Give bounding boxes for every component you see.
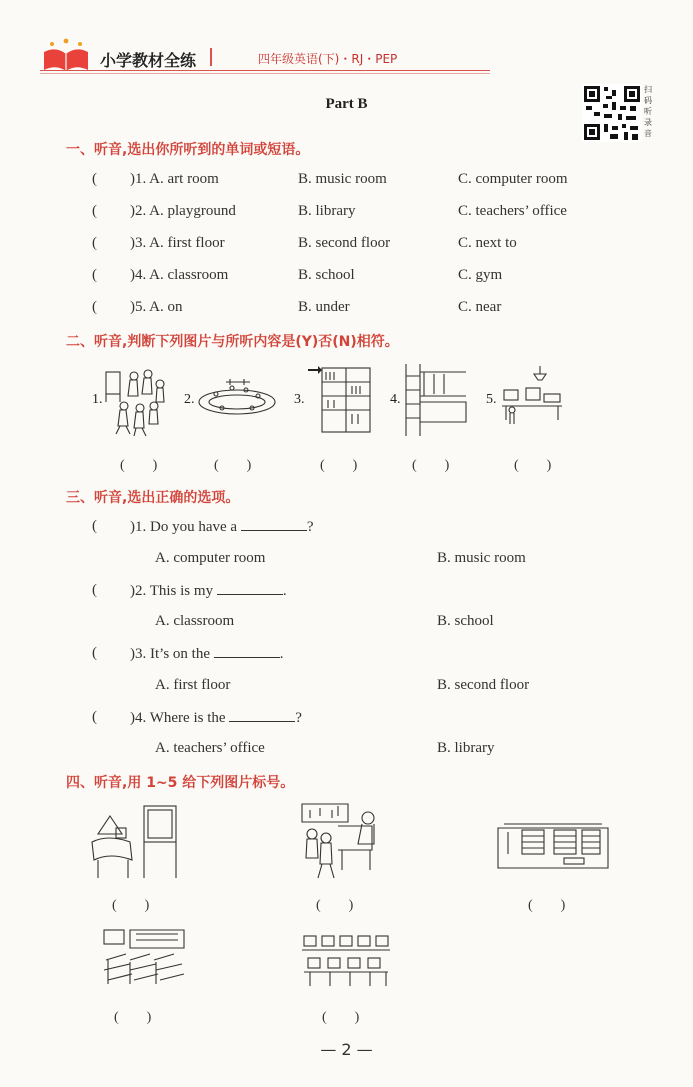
music-room-picture xyxy=(298,800,382,884)
book-subtitle: 四年级英语(下)・RJ・PEP xyxy=(258,52,398,66)
library-shelf-picture xyxy=(308,364,374,434)
s1-item5-a: )5. A. on xyxy=(130,299,183,315)
s2-answer-2[interactable]: ( ) xyxy=(214,458,252,473)
answer-paren: ( xyxy=(92,645,97,661)
page-number: — 2 — xyxy=(320,1040,373,1059)
s2-answer-3[interactable]: ( ) xyxy=(320,458,358,473)
s4-answer-3[interactable]: ( ) xyxy=(528,898,566,913)
s1-item5-c: C. near xyxy=(458,299,502,315)
s1-item3-a: )3. A. first floor xyxy=(130,235,225,251)
s1-item2-a: )2. A. playground xyxy=(130,203,236,219)
stairs-floor-picture xyxy=(404,362,468,438)
s3-q4-a: A. teachers’ office xyxy=(155,740,265,756)
s3-q3-text: )3. It’s on the xyxy=(130,646,210,662)
section4-title: 四、听音,用 1~5 给下列图片标号。 xyxy=(66,775,295,791)
answer-paren: ( xyxy=(92,267,97,283)
computer-desk-picture xyxy=(500,364,564,434)
library-room-picture xyxy=(494,820,612,876)
s4-answer-5[interactable]: ( ) xyxy=(322,1010,360,1025)
computer-room-picture xyxy=(300,928,392,990)
s1-item1-c: C. computer room xyxy=(458,171,568,187)
s2-label-2: 2. xyxy=(184,392,195,407)
header-rule xyxy=(40,70,490,71)
s3-q2 xyxy=(130,582,287,600)
qr-code-icon[interactable] xyxy=(582,84,642,142)
s1-item2-c: C. teachers’ office xyxy=(458,203,567,219)
s3-q2-b: B. school xyxy=(437,613,494,629)
s3-q3 xyxy=(130,645,284,663)
classroom-picture xyxy=(100,926,186,988)
s3-q4-b: B. library xyxy=(437,740,495,756)
s1-item3-b: B. second floor xyxy=(298,235,391,251)
s4-answer-1[interactable]: ( ) xyxy=(112,898,150,913)
s2-label-1: 1. xyxy=(92,392,103,407)
answer-paren: ( xyxy=(92,582,97,598)
s2-label-4: 4. xyxy=(390,392,401,407)
s3-q3-a: A. first floor xyxy=(155,677,231,693)
answer-paren: ( xyxy=(92,171,97,187)
s2-label-3: 3. xyxy=(294,392,305,407)
section3-title: 三、听音,选出正确的选项。 xyxy=(66,490,240,506)
answer-paren: ( xyxy=(92,518,97,534)
s3-q2-punct: . xyxy=(282,583,287,599)
fill-blank[interactable] xyxy=(217,582,283,595)
fill-blank[interactable] xyxy=(229,709,295,722)
part-title: Part B xyxy=(325,96,368,112)
s2-answer-1[interactable]: ( ) xyxy=(120,458,158,473)
s2-answer-4[interactable]: ( ) xyxy=(412,458,450,473)
s3-q1-b: B. music room xyxy=(437,550,526,566)
s1-item4-a: )4. A. classroom xyxy=(130,267,229,283)
qr-caption: 扫码听录音 xyxy=(644,85,652,138)
answer-paren: ( xyxy=(92,203,97,219)
book-title: 小学教材全练 xyxy=(100,51,197,70)
s1-item3-c: C. next to xyxy=(458,235,517,251)
s3-q1-punct: ? xyxy=(306,519,314,535)
answer-paren: ( xyxy=(92,709,97,725)
header-divider xyxy=(210,48,212,66)
s3-q4 xyxy=(130,709,302,727)
fill-blank[interactable] xyxy=(241,518,307,531)
s3-q2-a: A. classroom xyxy=(155,613,235,629)
s1-item2-b: B. library xyxy=(298,203,356,219)
book-logo-icon xyxy=(40,38,92,74)
s3-q1-text: )1. Do you have a xyxy=(130,519,238,535)
s1-item4-c: C. gym xyxy=(458,267,503,283)
s2-answer-5[interactable]: ( ) xyxy=(514,458,552,473)
s3-q4-text: )4. Where is the xyxy=(130,710,226,726)
section2-title: 二、听音,判断下列图片与所听内容是(Y)否(N)相符。 xyxy=(66,334,399,350)
s4-answer-4[interactable]: ( ) xyxy=(114,1010,152,1025)
s1-item1-a: )1. A. art room xyxy=(130,171,219,187)
answer-paren: ( xyxy=(92,299,97,315)
answer-paren: ( xyxy=(92,235,97,251)
children-music-picture xyxy=(104,362,168,438)
fill-blank[interactable] xyxy=(214,645,280,658)
s1-item1-b: B. music room xyxy=(298,171,387,187)
section1-title: 一、听音,选出你所听到的单词或短语。 xyxy=(66,142,310,158)
s4-answer-2[interactable]: ( ) xyxy=(316,898,354,913)
s1-item4-b: B. school xyxy=(298,267,355,283)
s3-q4-punct: ? xyxy=(295,710,302,726)
s3-q3-b: B. second floor xyxy=(437,677,530,693)
s1-item5-b: B. under xyxy=(298,299,350,315)
s3-q1 xyxy=(130,518,313,536)
header-rule-secondary xyxy=(40,73,490,74)
s3-q1-a: A. computer room xyxy=(155,550,266,566)
s3-q2-text: )2. This is my xyxy=(130,583,214,599)
teachers-office-picture xyxy=(88,802,182,884)
playground-track-picture xyxy=(196,378,278,418)
s3-q3-punct: . xyxy=(279,646,284,662)
s2-label-5: 5. xyxy=(486,392,497,407)
